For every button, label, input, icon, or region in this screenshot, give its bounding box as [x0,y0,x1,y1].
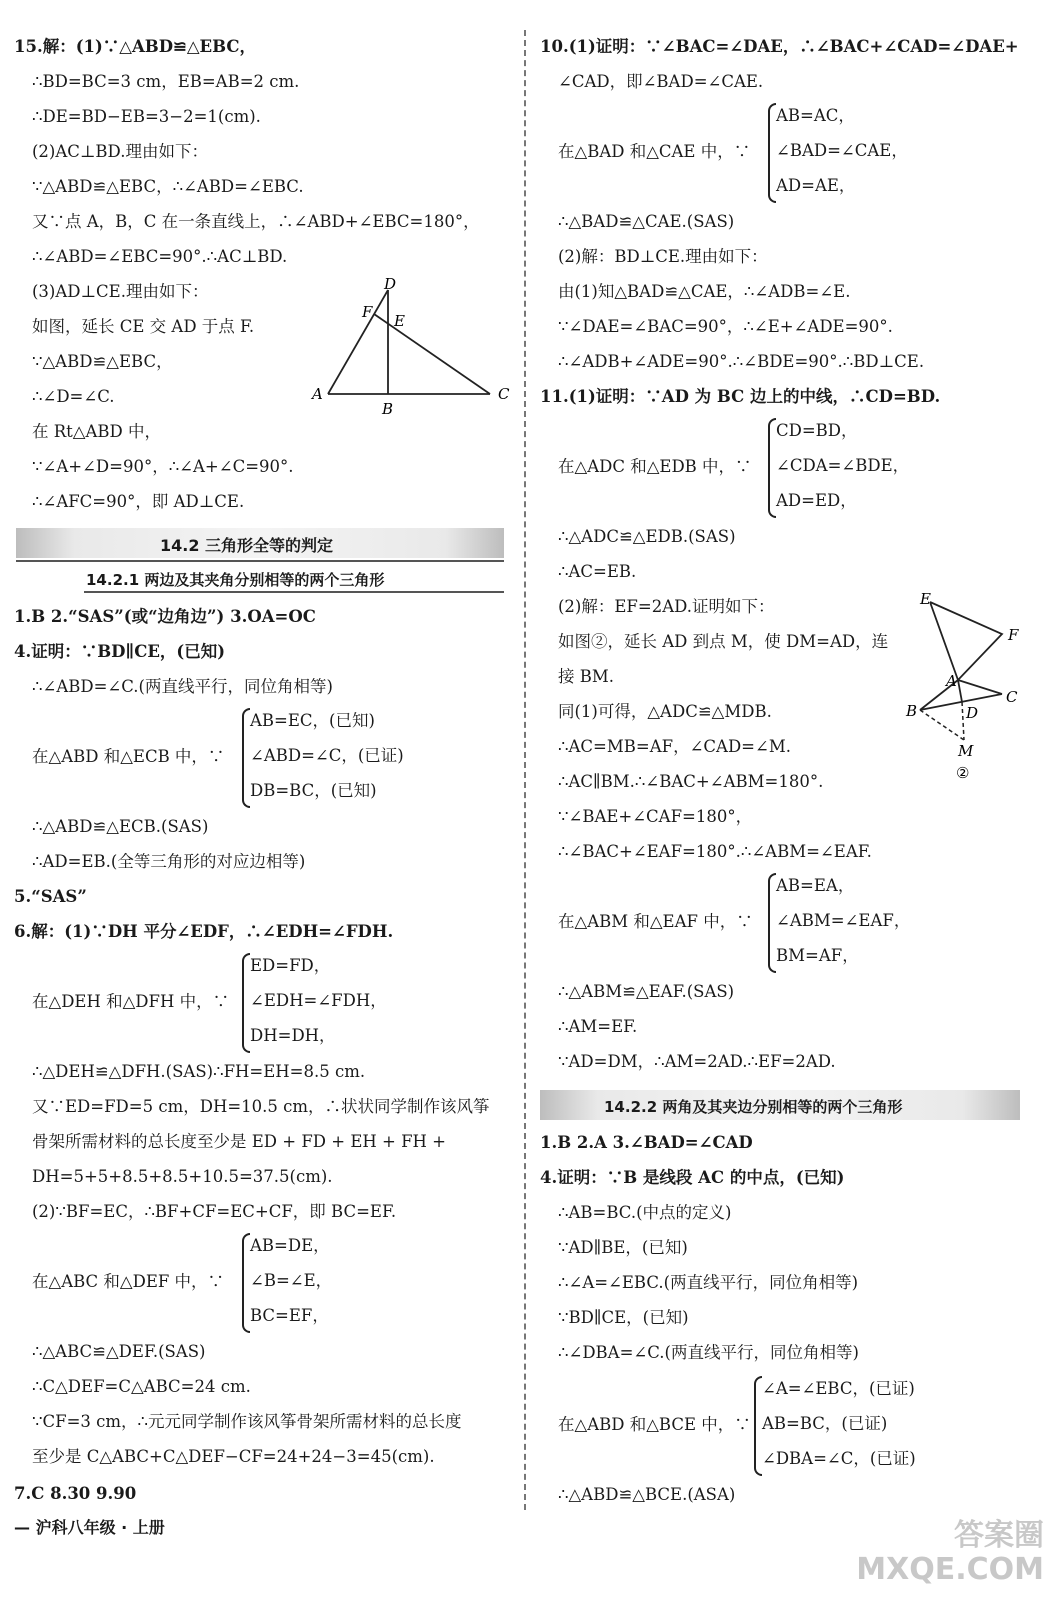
brace [754,1376,762,1476]
text-line: ∵△ABD≌△EBC，∴∠ABD=∠EBC. [32,177,304,196]
problem-10-line: 10.(1)证明：∵∠BAC=∠DAE，∴∠BAC+∠CAD=∠DAE+ [540,37,1019,56]
text-line: 骨架所需材料的总长度至少是 ED + FD + EH + FH + [32,1132,446,1151]
brace [768,873,776,973]
text-line: 如图②，延长 AD 到点 M，使 DM=AD，连 [558,632,889,651]
problem-4-line: 4.证明：∵BD∥CE，(已知) [14,642,226,661]
equation-system [242,953,502,1053]
text-line: ∴∠AFC=90°，即 AD⊥CE. [32,492,245,511]
system-lead: 在△DEH 和△DFH 中，∵ [32,992,230,1011]
text-line: ∵△ABD≌△EBC， [32,352,173,371]
system-row: ∠DBA=∠C，(已证) [762,1449,916,1468]
label-B: B [382,400,394,416]
system-row: DH=DH， [250,1026,336,1045]
text-line: ∵∠BAE+∠CAF=180°， [558,807,753,826]
system-lead: 在△BAD 和△CAE 中，∵ [558,142,751,161]
system-lead: 在△ADC 和△EDB 中，∵ [558,457,752,476]
system-row: ∠CDA=∠BDE， [776,456,910,475]
system-lead: 在△ABD 和△BCE 中，∵ [558,1415,751,1434]
system-row: CD=BD， [776,421,858,440]
text-line: 又∵点 A，B，C 在一条直线上，∴∠ABD+∠EBC=180°， [32,212,480,231]
label-C: C [498,385,510,403]
text-line: (2)解：BD⊥CE.理由如下： [558,247,768,266]
text-line: ∵CF=3 cm，∴元元同学制作该风筝骨架所需材料的总长度 [32,1412,462,1431]
text-line: ∵AD=DM，∴AM=2AD.∴EF=2AD. [558,1052,836,1071]
problem-4-line: 4.证明：∵B 是线段 AC 的中点，(已知) [540,1168,845,1187]
text-line: ∴∠ABD=∠EBC=90°.∴AC⊥BD. [32,247,288,266]
system-row: ∠BAD=∠CAE， [776,141,908,160]
system-row: AB=AC， [776,106,855,125]
label-F: F [362,303,373,321]
text-line: (2)∵BF=EC，∴BF+CF=EC+CF，即 BC=EF. [32,1202,397,1221]
text-line: ∴AC=EB. [558,562,637,581]
system-row: AB=EC，(已知) [250,711,375,730]
page-footer: — 沪科八年级 · 上册 [14,1518,165,1537]
brace [242,1233,250,1333]
equation-system [754,1376,1024,1476]
footer-label: 沪科八年级 · 上册 [35,1518,165,1537]
answers-1-3: 1.B 2.“SAS”(或“边角边”) 3.OA=OC [14,607,316,626]
text-line: ∵∠DAE=∠BAC=90°，∴∠E+∠ADE=90°. [558,317,893,336]
text-line: 如图，延长 CE 交 AD 于点 F. [32,317,255,336]
problem-6-line: 6.解：(1)∵DH 平分∠EDF，∴∠EDH=∠FDH. [14,922,394,941]
brace [768,103,776,203]
subsection-title: 14.2.2 两角及其夹边分别相等的两个三角形 [604,1098,903,1116]
system-row: DB=BC，(已知) [250,781,377,800]
triangle-figure-1 [308,276,514,416]
text-line: ∴∠A=∠EBC.(两直线平行，同位角相等) [558,1273,859,1292]
equation-system [768,873,1028,973]
text-line: ∴△ABM≌△EAF.(SAS) [558,982,735,1001]
subsection-title: 14.2.1 两边及其夹角分别相等的两个三角形 [86,571,385,589]
text-line: 又∵ED=FD=5 cm，DH=10.5 cm，∴状状同学制作该风筝 [32,1097,490,1116]
problem-15-line: 15.解：(1)∵△ABD≌△EBC， [14,37,257,56]
text-line: ∵∠A+∠D=90°，∴∠A+∠C=90°. [32,457,294,476]
system-row: ED=FD， [250,956,331,975]
subsection-rule [84,591,504,593]
section-title: 14.2 三角形全等的判定 [160,536,334,555]
text-line: ∠CAD，即∠BAD=∠CAE. [558,72,764,91]
system-lead: 在△ABM 和△EAF 中，∵ [558,912,753,931]
label-A: A [312,385,323,403]
system-row: ∠B=∠E， [250,1271,333,1290]
equation-system [242,708,502,808]
label-A: A [946,672,957,690]
text-line: ∴DE=BD−EB=3−2=1(cm). [32,107,261,126]
answers-7-9: 7.C 8.30 9.90 [14,1484,137,1503]
system-row: AD=AE， [776,176,856,195]
text-line: ∴△ADC≌△EDB.(SAS) [558,527,736,546]
text-line: ∴△BAD≌△CAE.(SAS) [558,212,735,231]
watermark-text: 答案圈 [954,1518,1044,1553]
text-line: ∴∠BAC+∠EAF=180°.∴∠ABM=∠EAF. [558,842,872,861]
label-D: D [384,276,397,293]
equation-system [242,1233,502,1333]
figure-number: ② [956,764,970,782]
label-D: D [966,704,979,722]
answer-5: 5.“SAS” [14,887,87,906]
text-line: ∴△ABC≌△DEF.(SAS) [32,1342,206,1361]
brace [242,708,250,808]
label-F: F [1008,626,1019,644]
text-line: ∴C△DEF=C△ABC=24 cm. [32,1377,251,1396]
label-C: C [1006,688,1018,706]
text-line: ∴AM=EF. [558,1017,638,1036]
watermark [856,1519,1044,1587]
system-row: ∠ABM=∠EAF， [776,911,911,930]
text-line: ∴AB=BC.(中点的定义) [558,1203,732,1222]
brace [242,953,250,1053]
label-E: E [920,590,931,608]
text-line: (2)AC⊥BD.理由如下： [32,142,208,161]
system-lead: 在△ABD 和△ECB 中，∵ [32,747,225,766]
system-row: AD=ED， [776,491,857,510]
text-line: ∴AC∥BM.∴∠BAC+∠ABM=180°. [558,772,824,791]
system-row: ∠A=∠EBC，(已证) [762,1379,915,1398]
text-line: (3)AD⊥CE.理由如下： [32,282,209,301]
text-line: ∴△ABD≌△BCE.(ASA) [558,1485,736,1504]
text-line: 至少是 C△ABC+C△DEF−CF=24+24−3=45(cm). [32,1447,435,1466]
system-row: AB=DE， [250,1236,330,1255]
text-line: ∴∠ABD=∠C.(两直线平行，同位角相等) [32,677,333,696]
text-line: ∴∠DBA=∠C.(两直线平行，同位角相等) [558,1343,859,1362]
equation-system [768,103,1028,203]
section-rule [16,560,504,562]
system-row: ∠ABD=∠C，(已证) [250,746,404,765]
text-line: ∴△DEH≌△DFH.(SAS)∴FH=EH=8.5 cm. [32,1062,366,1081]
text-line: 接 BM. [558,667,615,686]
text-line: (2)解：EF=2AD.证明如下： [558,597,775,616]
column-divider [524,30,526,1510]
text-line: ∴△ABD≌△ECB.(SAS) [32,817,209,836]
equation-system [768,418,1028,518]
text-line: ∴AD=EB.(全等三角形的对应边相等) [32,852,306,871]
label-E: E [394,312,405,330]
text-line: ∴∠D=∠C. [32,387,115,406]
text-line: ∴∠ADB+∠ADE=90°.∴∠BDE=90°.∴BD⊥CE. [558,352,925,371]
answers-1-3: 1.B 2.A 3.∠BAD=∠CAD [540,1133,753,1152]
text-line: ∴AC=MB=AF，∠CAD=∠M. [558,737,791,756]
text-line: ∴BD=BC=3 cm，EB=AB=2 cm. [32,72,300,91]
text-line: DH=5+5+8.5+8.5+10.5=37.5(cm). [32,1167,333,1186]
system-row: BC=EF， [250,1306,329,1325]
brace [768,418,776,518]
system-row: AB=BC，(已证) [762,1414,888,1433]
text-line: 在 Rt△ABD 中， [32,422,162,441]
text-line: ∵BD∥CE，(已知) [558,1308,689,1327]
system-row: AB=EA， [776,876,855,895]
figure-2 [902,590,1038,786]
system-row: ∠EDH=∠FDH， [250,991,387,1010]
problem-11-line: 11.(1)证明：∵AD 为 BC 边上的中线，∴CD=BD. [540,387,941,406]
text-line: 由(1)知△BAD≌△CAE，∴∠ADB=∠E. [558,282,851,301]
text-line: 同(1)可得，△ADC≌△MDB. [558,702,772,721]
label-M: M [958,742,974,760]
label-B: B [906,702,918,720]
watermark-url: MXQE.COM [856,1552,1044,1587]
system-row: BM=AF， [776,946,859,965]
system-lead: 在△ABC 和△DEF 中，∵ [32,1272,225,1291]
text-line: ∵AD∥BE，(已知) [558,1238,688,1257]
